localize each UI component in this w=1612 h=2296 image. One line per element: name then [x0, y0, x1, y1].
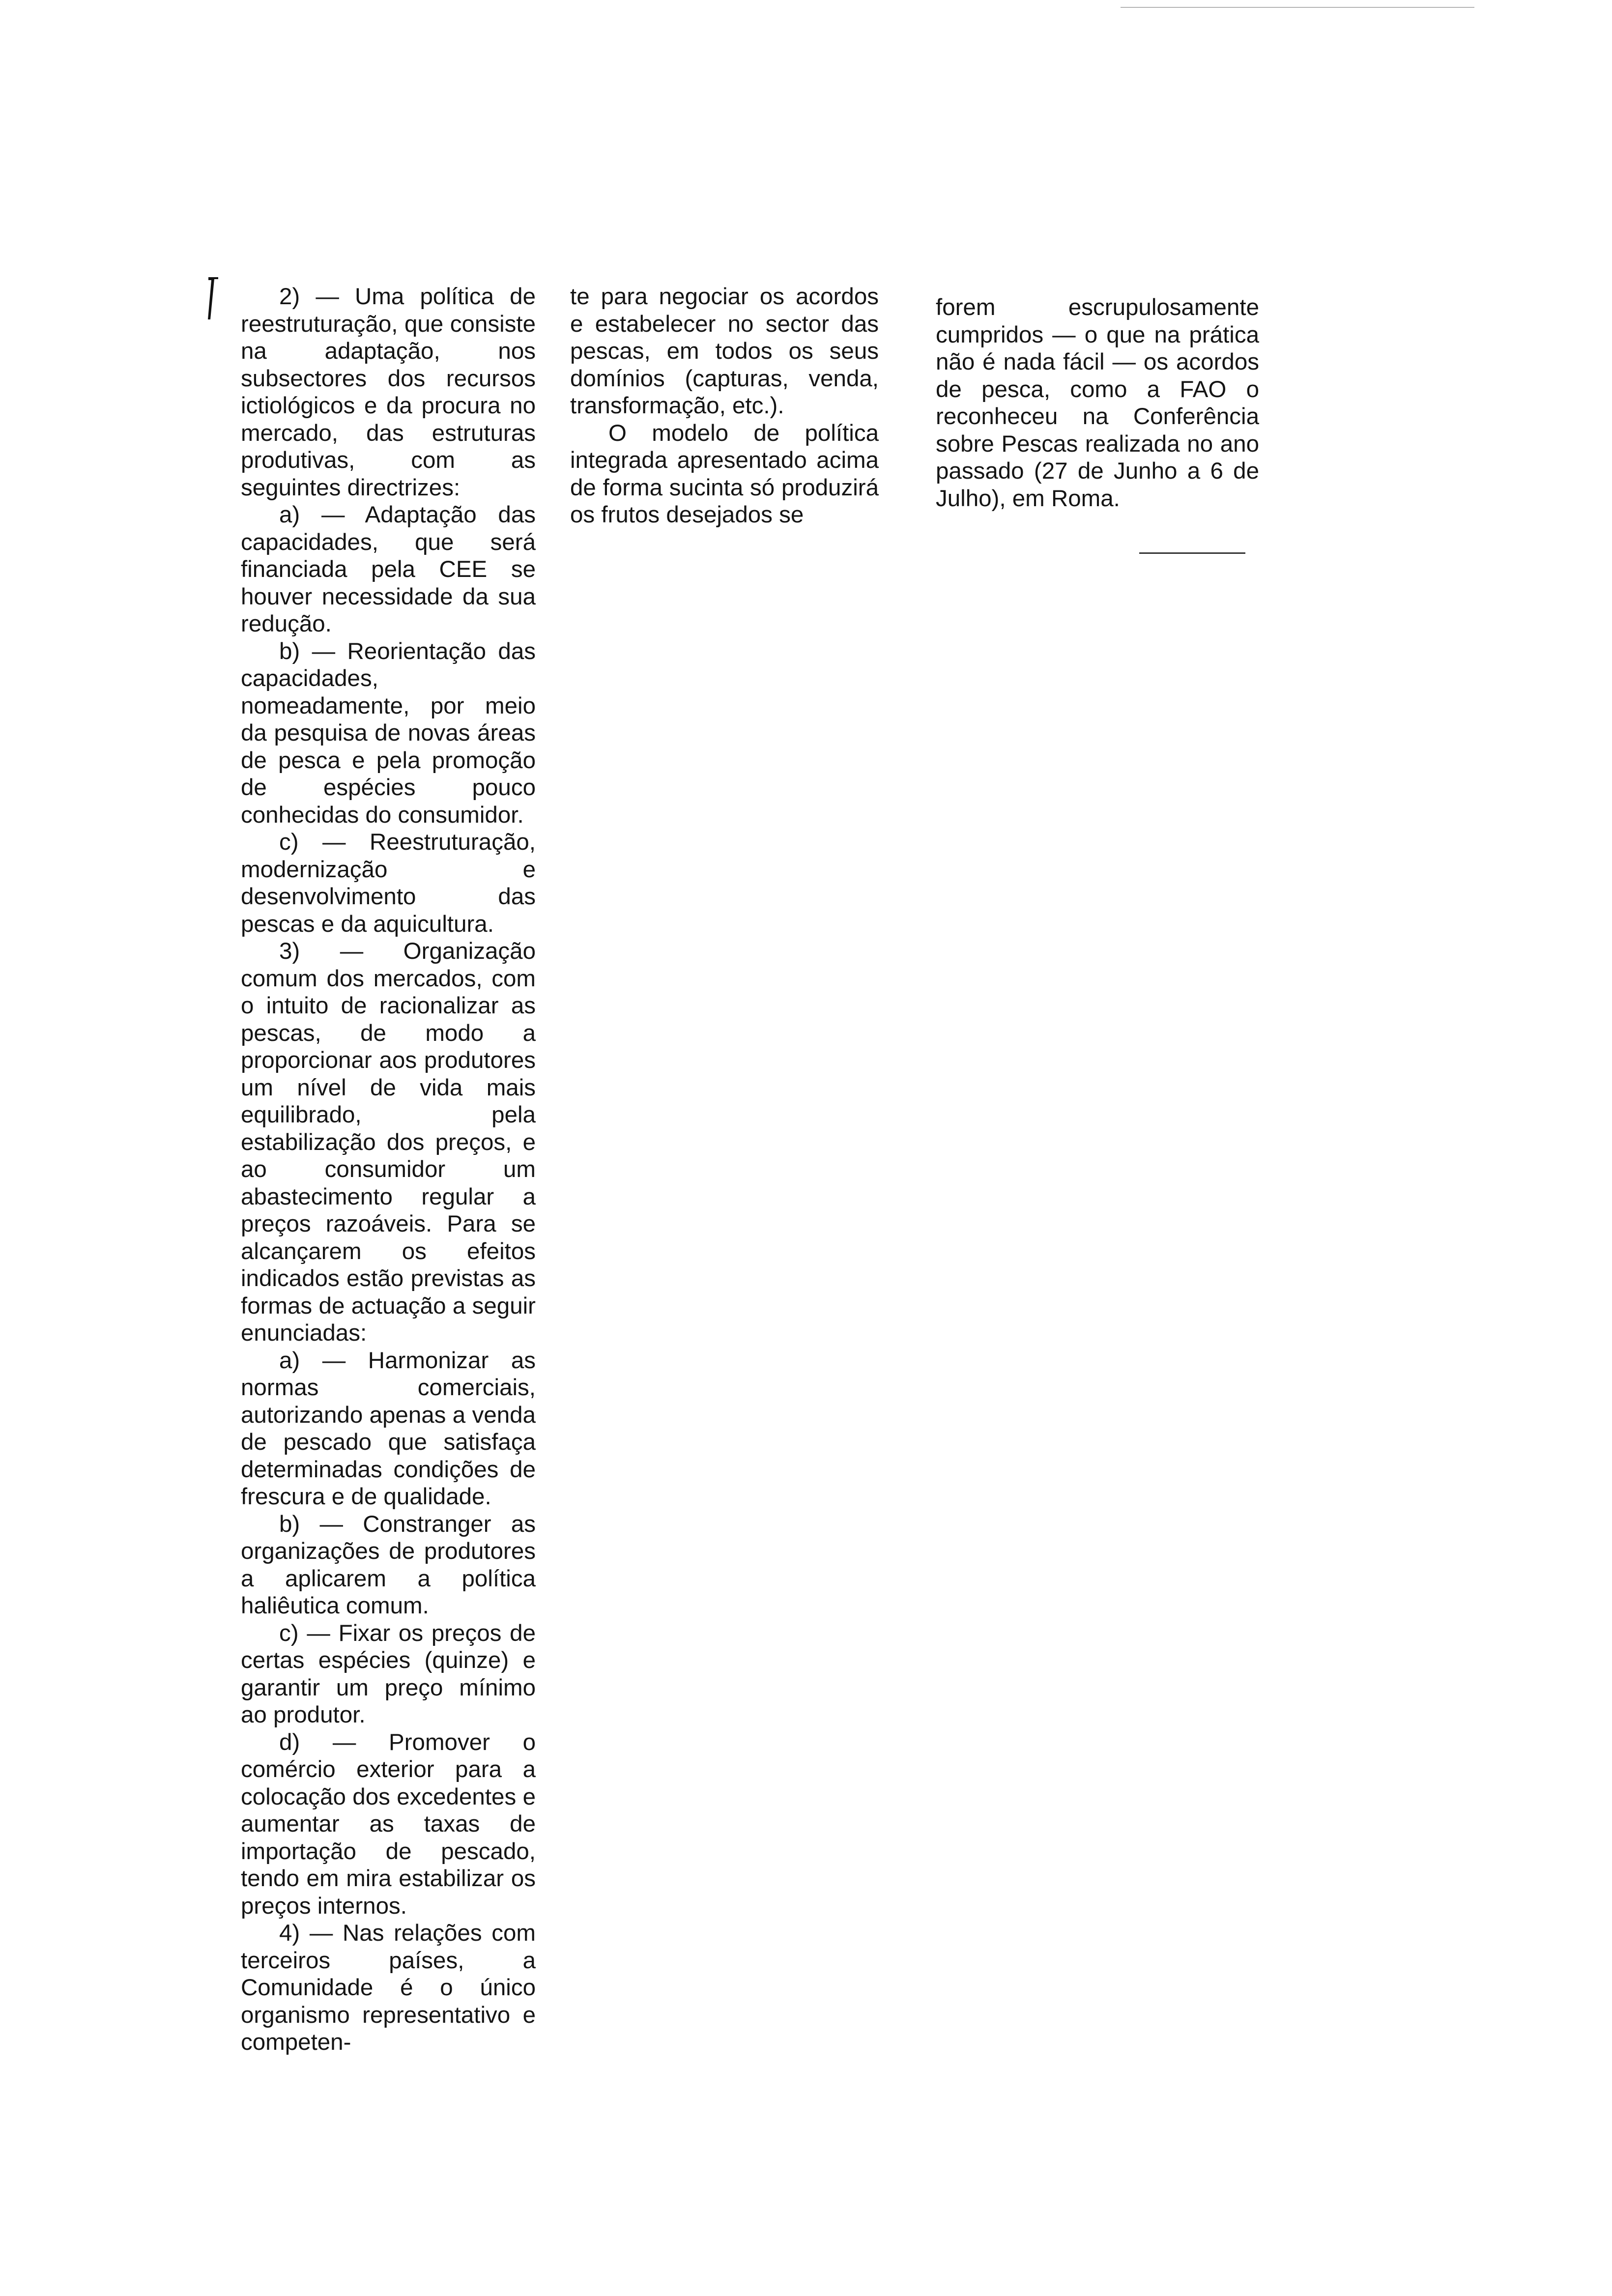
scan-edge-line [1121, 7, 1474, 8]
paragraph: c) — Reestruturação, modernização e desenvolvimento das pescas e da aquicultura. [241, 829, 536, 937]
article-end-rule [1139, 552, 1245, 554]
paragraph: b) — Constranger as organizações de produtores a aplicarem a política haliêutica comum. [241, 1511, 536, 1619]
text-column-2 [570, 283, 879, 529]
paragraph: a) — Adaptação das capacidades, que será financiada pela CEE se houver necessidade da sua redução. [241, 502, 536, 637]
paragraph: 3) — Organização comum dos mercados, com o intuito de racionalizar as pescas, de modo a proporcionar aos produtores um nível de vida mais equilibrado, pela estabilização dos preços, e ao consumidor um abastecimento regular a preços razoáveis. Para se alcançarem os efeitos indicados estão previstas as formas de actuação a seguir enunciadas: [241, 938, 536, 1346]
paragraph: c) — Fixar os preços de certas espécies (quinze) e garantir um preço mínimo ao produtor. [241, 1620, 536, 1728]
paragraph: 2) — Uma política de reestruturação, que consiste na adaptação, nos subsectores dos recursos ictiológicos e da procura no mercado, das estruturas produtivas, com as seguintes directrizes: [241, 284, 536, 501]
paragraph: a) — Harmonizar as normas comerciais, autorizando apenas a venda de pescado que satisfaça determinadas condições de frescura e de qualidade. [241, 1347, 536, 1510]
paragraph: forem escrupulosamente cumpridos — o que na prática não é nada fácil — os acordos de pesca, como a FAO o reconheceu na Conferência sobre Pescas realizada no ano passado (27 de Junho a 6 de Julho), em Roma. [936, 294, 1259, 512]
paragraph: 4) — Nas relações com terceiros países, a Comunidade é o único organismo representativo e competen- [241, 1920, 536, 2055]
column-start-mark [205, 274, 220, 321]
paragraph: d) — Promover o comércio exterior para a colocação dos excedentes e aumentar as taxas de importação de pescado, tendo em mira estabilizar os preços internos. [241, 1729, 536, 1919]
text-column-3 [936, 294, 1259, 512]
paragraph: b) — Reorientação das capacidades, nomeadamente, por meio da pesquisa de novas áreas de pesca e pela promoção de espécies pouco conhecidas do consumidor. [241, 638, 536, 828]
paragraph: O modelo de política integrada apresentado acima de forma sucinta só produzirá os frutos desejados se [570, 420, 879, 528]
paragraph: te para negociar os acordos e estabelecer no sector das pescas, em todos os seus domínios (capturas, venda, transformação, etc.). [570, 284, 879, 419]
text-column-1 [241, 283, 536, 2056]
